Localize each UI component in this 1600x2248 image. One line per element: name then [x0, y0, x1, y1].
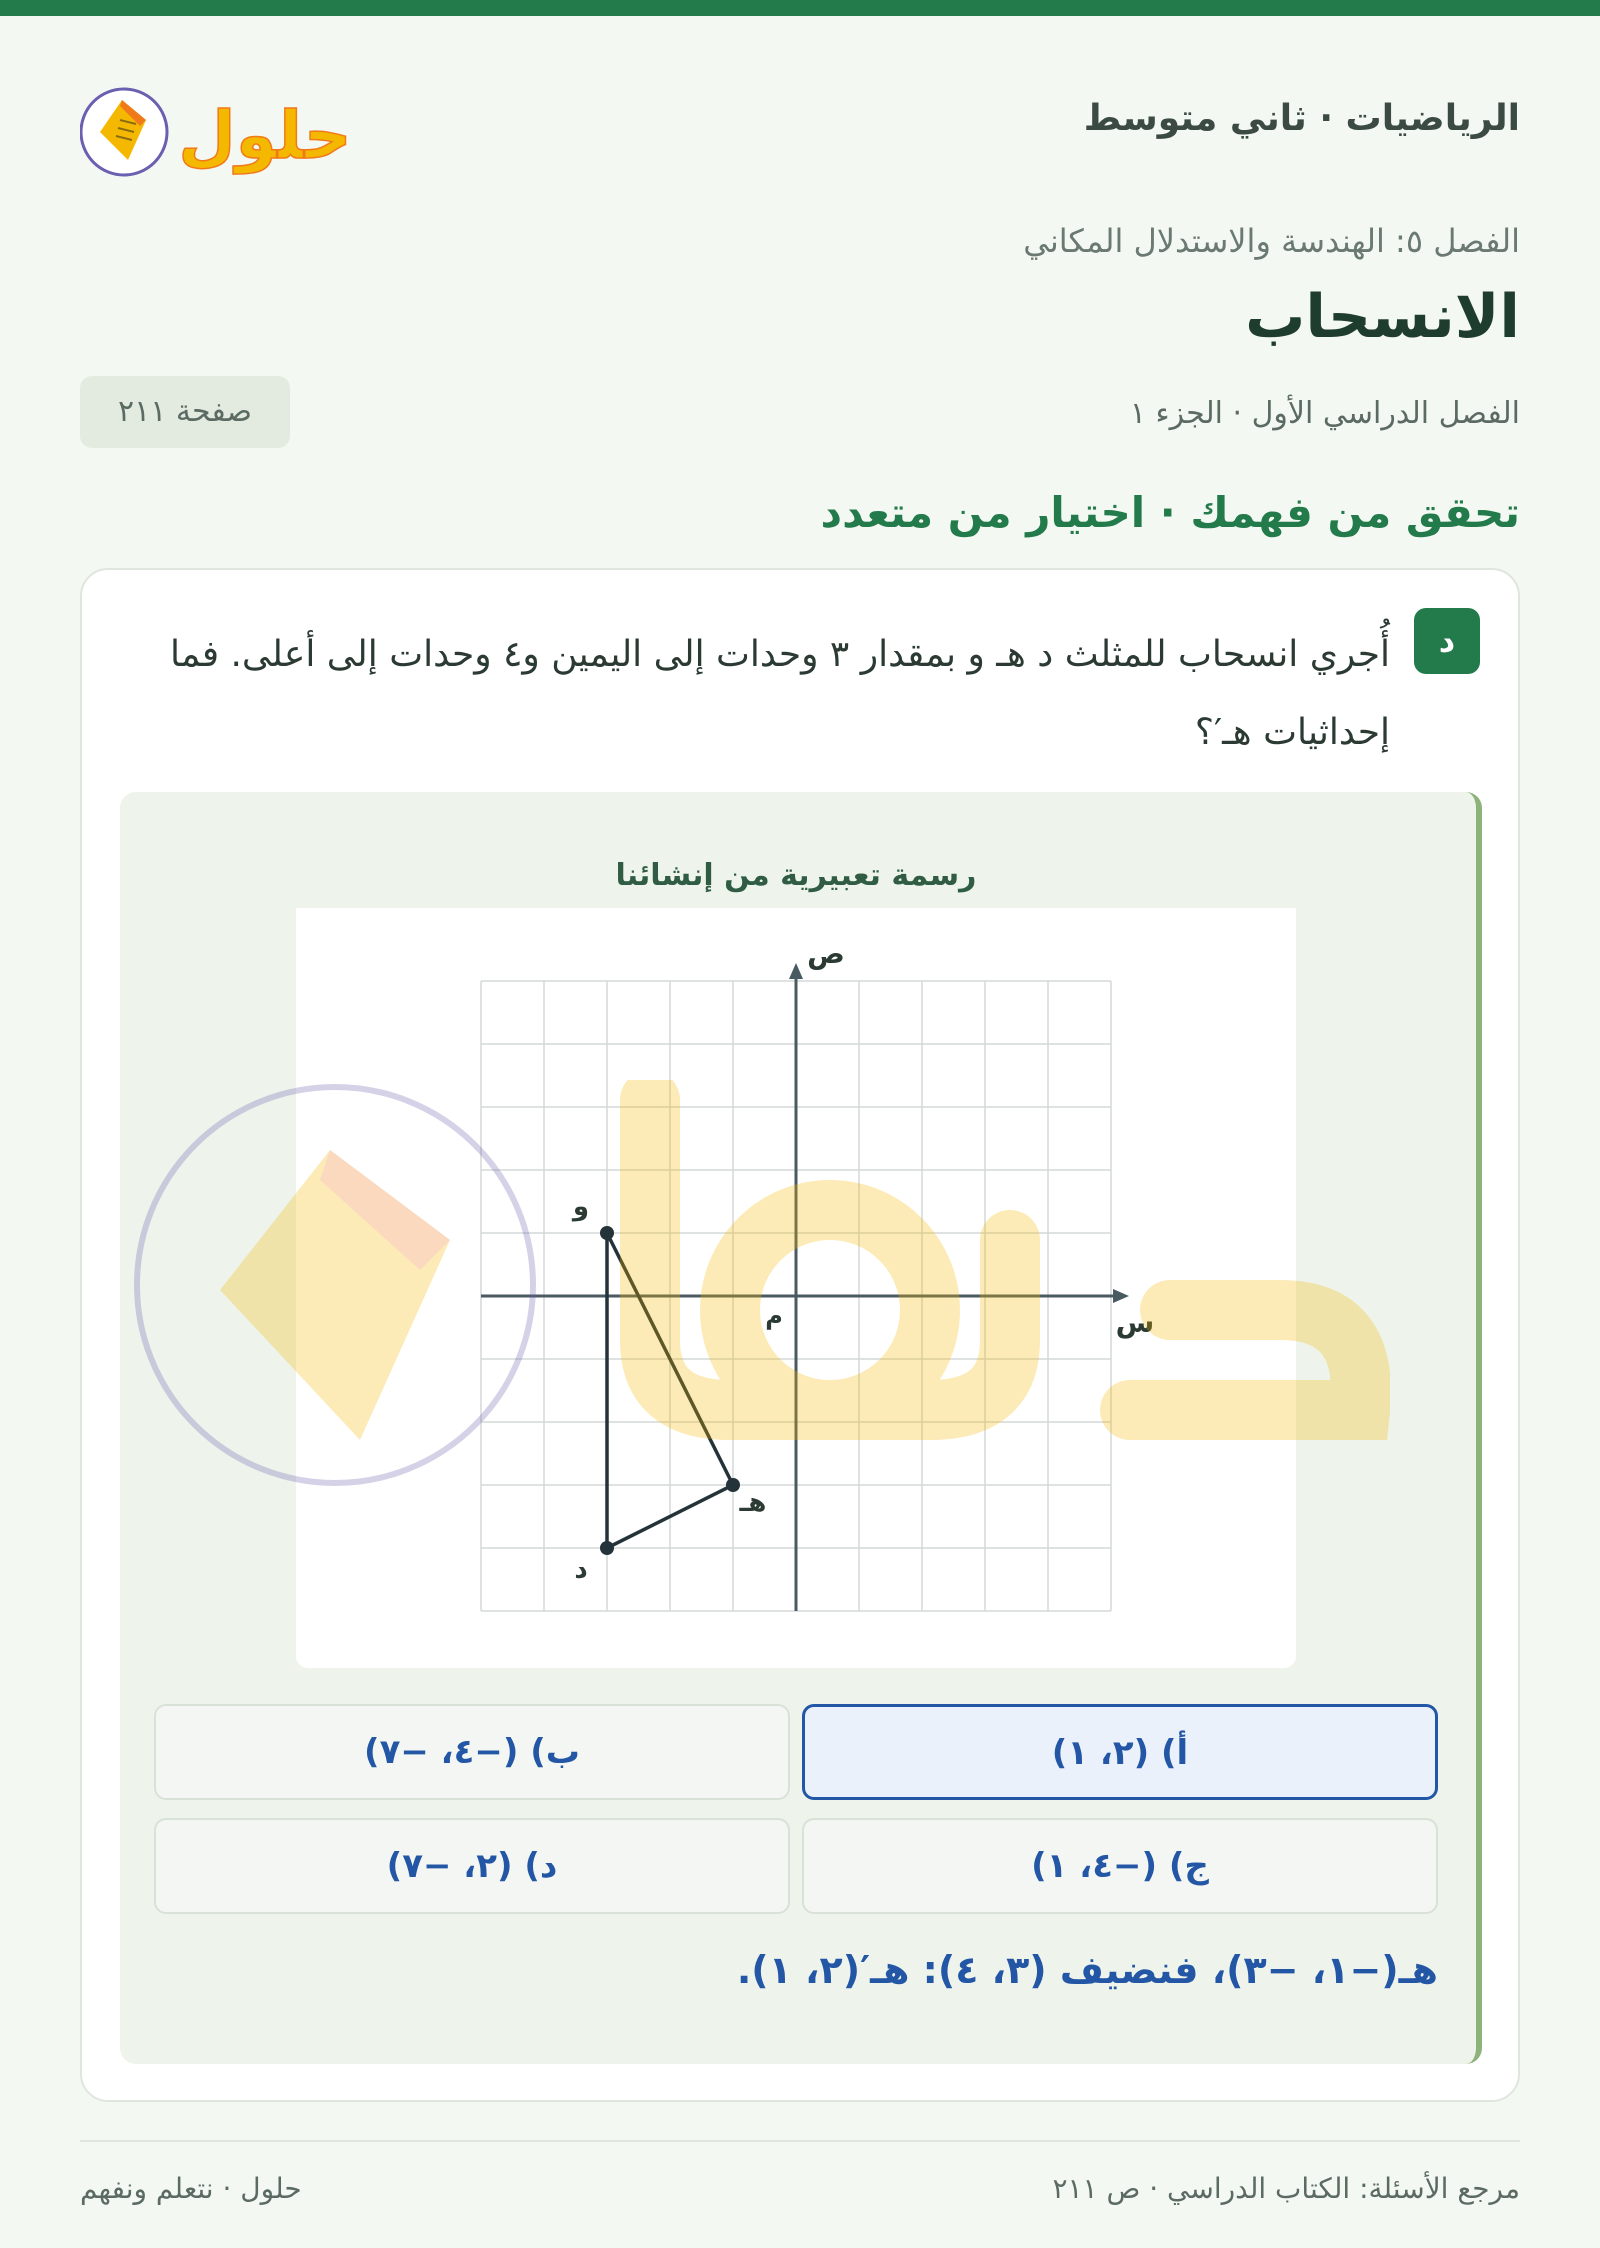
triangle [571, 1192, 767, 1585]
question-body [120, 792, 1482, 2064]
choice-c[interactable]: ج) (−٤، ١) [802, 1818, 1438, 1914]
y-axis-label: ص [807, 937, 845, 970]
question-card [80, 568, 1520, 2102]
coordinate-grid [296, 908, 1296, 1668]
triangle-vertex [726, 1478, 740, 1492]
triangle-vertex [600, 1226, 614, 1240]
vertex-label: هـ [739, 1488, 767, 1518]
lesson-title: الانسحاب [1245, 282, 1520, 352]
footer-brand: حلول · نتعلم ونفهم [80, 2172, 302, 2205]
footer-divider [80, 2140, 1520, 2142]
subject-label: الرياضيات · ثاني متوسط [1083, 98, 1520, 139]
triangle-vertex [600, 1541, 614, 1555]
hulul-logo[interactable] [80, 80, 360, 180]
question-badge: د [1414, 608, 1480, 674]
top-accent-strip [0, 0, 1600, 16]
term-label: الفصل الدراسي الأول · الجزء ١ [1129, 396, 1520, 431]
y-axis-arrow [789, 963, 803, 979]
vertex-label: و [572, 1192, 590, 1222]
page-badge: صفحة ٢١١ [80, 376, 290, 448]
choice-d[interactable]: د) (٢، −٧) [154, 1818, 790, 1914]
vertex-label: د [574, 1555, 588, 1585]
section-title: تحقق من فهمك · اختيار من متعدد [820, 488, 1520, 537]
logo-text: حلول [178, 97, 352, 174]
axes [481, 963, 1129, 1611]
x-axis-arrow [1113, 1289, 1129, 1303]
choice-a[interactable]: أ) (٢، ١) [802, 1704, 1438, 1800]
question-text: أُجري انسحاب للمثلث د هـ و بمقدار ٣ وحدات إلى اليمين و٤ وحدات إلى أعلى. فما إحداثيات هـ′؟ [170, 634, 1390, 753]
figure-box [296, 844, 1296, 1668]
x-axis-label: س [1115, 1306, 1155, 1339]
footer-reference: مرجع الأسئلة: الكتاب الدراسي · ص ٢١١ [1052, 2172, 1520, 2205]
chapter-label: الفصل ٥: الهندسة والاستدلال المكاني [1023, 222, 1520, 260]
answer-explanation: هـ(−١، −٣)، فنضيف (٣، ٤): هـ′(٢، ١). [736, 1948, 1438, 1992]
origin-label: م [765, 1302, 783, 1330]
choice-b[interactable]: ب) (−٤، −٧) [154, 1704, 790, 1800]
figure-caption: رسمة تعبيرية من إنشائنا [296, 844, 1296, 908]
page-header [80, 80, 1520, 174]
